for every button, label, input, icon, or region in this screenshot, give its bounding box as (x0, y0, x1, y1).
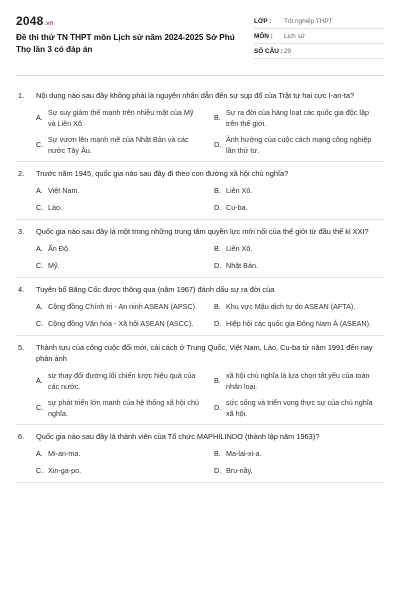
answer-option[interactable] (214, 135, 384, 156)
answer-option[interactable] (36, 135, 206, 156)
question-6 (16, 425, 384, 483)
meta-label: MÔN : (254, 32, 273, 40)
option-letter: C. (36, 261, 44, 271)
answer-option[interactable] (214, 449, 384, 460)
question-number: 1. (18, 91, 25, 100)
question-text: Quốc gia nào sau đây là một trong những trung tâm quyền lực mới nổi của thế giới từ đầu thế kỉ XXI? (36, 227, 369, 236)
answer-option[interactable] (214, 203, 384, 214)
logo-main: 2048 (16, 14, 44, 28)
question-text: Thành tựu của công cuộc đổi mới, cải cách ở Trung Quốc, Việt Nam, Lào, Cu-ba từ năm 1991 đến nay phản ánh (36, 343, 373, 363)
option-letter: A. (36, 113, 43, 123)
option-text: Hiệp hội các quốc gia Đông Nam Á (ASEAN). (226, 319, 372, 329)
answer-options (16, 244, 384, 272)
logo-suffix: .vn (44, 21, 54, 27)
answer-option[interactable] (214, 244, 384, 255)
answer-options (16, 449, 384, 477)
question-number: 2. (18, 169, 25, 178)
answer-option[interactable] (214, 398, 384, 419)
option-text: sức sống và triển vọng thực sự của chủ nghĩa xã hội. (226, 398, 373, 418)
site-logo[interactable] (16, 14, 248, 28)
answer-option[interactable] (36, 244, 206, 255)
question-head (16, 342, 384, 364)
option-letter: A. (36, 376, 43, 386)
option-letter: A. (36, 244, 43, 254)
option-letter: A. (36, 186, 43, 196)
option-letter: D. (214, 261, 222, 271)
exam-header (16, 14, 384, 76)
question-number: 4. (18, 285, 25, 294)
option-letter: A. (36, 302, 43, 312)
option-letter: D. (214, 319, 222, 329)
option-letter: D. (214, 203, 222, 213)
answer-option[interactable] (36, 302, 206, 313)
option-letter: B. (214, 449, 221, 459)
answer-option[interactable] (36, 319, 206, 330)
answer-option[interactable] (214, 261, 384, 272)
meta-row-class (254, 14, 384, 29)
question-head (16, 90, 384, 101)
option-letter: A. (36, 449, 43, 459)
answer-options (16, 371, 384, 419)
meta-value: Tốt nghiệp THPT (284, 17, 333, 25)
option-letter: C. (36, 319, 44, 329)
answer-option[interactable] (214, 108, 384, 129)
option-letter: C. (36, 466, 44, 476)
option-text: Cộng đồng Chính trị - An ninh ASEAN (APSC). (48, 302, 198, 312)
question-4 (16, 278, 384, 336)
question-number: 5. (18, 343, 25, 352)
answer-option[interactable] (214, 186, 384, 197)
option-text: Lào. (48, 203, 62, 213)
option-text: Mi-an-ma. (48, 449, 81, 459)
option-letter: D. (214, 403, 222, 413)
question-head (16, 284, 384, 295)
answer-option[interactable] (214, 466, 384, 477)
option-letter: B. (214, 113, 221, 123)
option-letter: D. (214, 140, 222, 150)
option-text: Xin-ga-po. (48, 466, 82, 476)
option-text: Cộng đồng Văn hóa - Xã hội ASEAN (ASCC). (48, 319, 194, 329)
question-text: Trước năm 1945, quốc gia nào sau đây đi theo con đường xã hội chủ nghĩa? (36, 169, 289, 178)
option-text: Sự ra đời của hàng loạt các quốc gia độc lập trên thế giới. (226, 108, 369, 128)
exam-title: Đề thi thử TN THPT môn Lịch sử năm 2024-2025 Sở Phú Thọ lần 3 có đáp án (16, 33, 235, 54)
option-text: sự thay đổi đường lối chiến lược hiệu quả của các nước. (48, 371, 196, 391)
answer-options (16, 302, 384, 330)
option-text: Liên Xô. (226, 244, 253, 254)
option-text: Sự suy giảm thế mạnh trên nhiều mặt của Mỹ và Liên Xô. (48, 108, 194, 128)
meta-value: 29 (284, 47, 292, 55)
option-text: sự phát triển lớn mạnh của hệ thống xã hội chủ nghĩa. (48, 398, 199, 418)
question-1 (16, 84, 384, 162)
option-text: Cu-ba. (226, 203, 248, 213)
option-text: Sự vươn lên mạnh mẽ của Nhật Bản và các nước Tây Âu. (48, 135, 189, 155)
answer-option[interactable] (214, 319, 384, 330)
meta-row-count (254, 44, 384, 59)
answer-options (16, 108, 384, 156)
option-letter: C. (36, 140, 44, 150)
option-letter: B. (214, 244, 221, 254)
option-text: Liên Xô. (226, 186, 253, 196)
option-letter: C. (36, 203, 44, 213)
option-text: Khu vực Mậu dịch tự do ASEAN (AFTA). (226, 302, 356, 312)
option-text: Ma-lai-xi-a. (226, 449, 262, 459)
option-text: Ảnh hưởng của cuộc cách mạng công nghiệp lần thứ tư. (226, 135, 372, 155)
question-head (16, 168, 384, 179)
meta-value: Lịch sử (284, 32, 305, 40)
option-text: Bru-nây. (226, 466, 253, 476)
answer-option[interactable] (36, 203, 206, 214)
question-3 (16, 220, 384, 278)
option-letter: B. (214, 186, 221, 196)
answer-option[interactable] (36, 466, 206, 477)
question-list (16, 84, 384, 483)
question-head (16, 431, 384, 442)
option-letter: D. (214, 466, 222, 476)
option-letter: C. (36, 403, 44, 413)
option-text: Nhật Bản. (226, 261, 258, 271)
answer-option[interactable] (36, 261, 206, 272)
answer-option[interactable] (36, 371, 206, 392)
option-letter: B. (214, 376, 221, 386)
meta-label: SỐ CÂU : (254, 47, 283, 55)
option-text: Việt Nam. (48, 186, 80, 196)
option-text: Mỹ. (48, 261, 60, 271)
option-text: xã hội chủ nghĩa là lựa chọn tất yếu của toàn nhân loại. (226, 371, 370, 391)
header-left (16, 14, 248, 75)
answer-option[interactable] (36, 186, 206, 197)
question-text: Tuyên bố Băng Cốc được thông qua (năm 1967) đánh dấu sự ra đời của (36, 285, 275, 294)
exam-meta (254, 14, 384, 75)
answer-option[interactable] (214, 302, 384, 313)
question-text: Quốc gia nào sau đây là thành viên của Tổ chức MAPHILINDO (thành lập năm 1963)? (36, 432, 320, 441)
answer-option[interactable] (214, 371, 384, 392)
answer-options (16, 186, 384, 214)
meta-label: LỚP : (254, 17, 272, 25)
question-number: 6. (18, 432, 25, 441)
question-head (16, 226, 384, 237)
option-letter: B. (214, 302, 221, 312)
meta-row-subject (254, 29, 384, 44)
answer-option[interactable] (36, 449, 206, 460)
option-text: Ấn Độ. (48, 244, 70, 254)
question-2 (16, 162, 384, 220)
question-5 (16, 336, 384, 425)
question-text: Nội dung nào sau đây không phải là nguyên nhân dẫn đến sự sụp đổ của Trật tự hai cực I-an-ta? (36, 91, 355, 100)
answer-option[interactable] (36, 398, 206, 419)
answer-option[interactable] (36, 108, 206, 129)
question-number: 3. (18, 227, 25, 236)
